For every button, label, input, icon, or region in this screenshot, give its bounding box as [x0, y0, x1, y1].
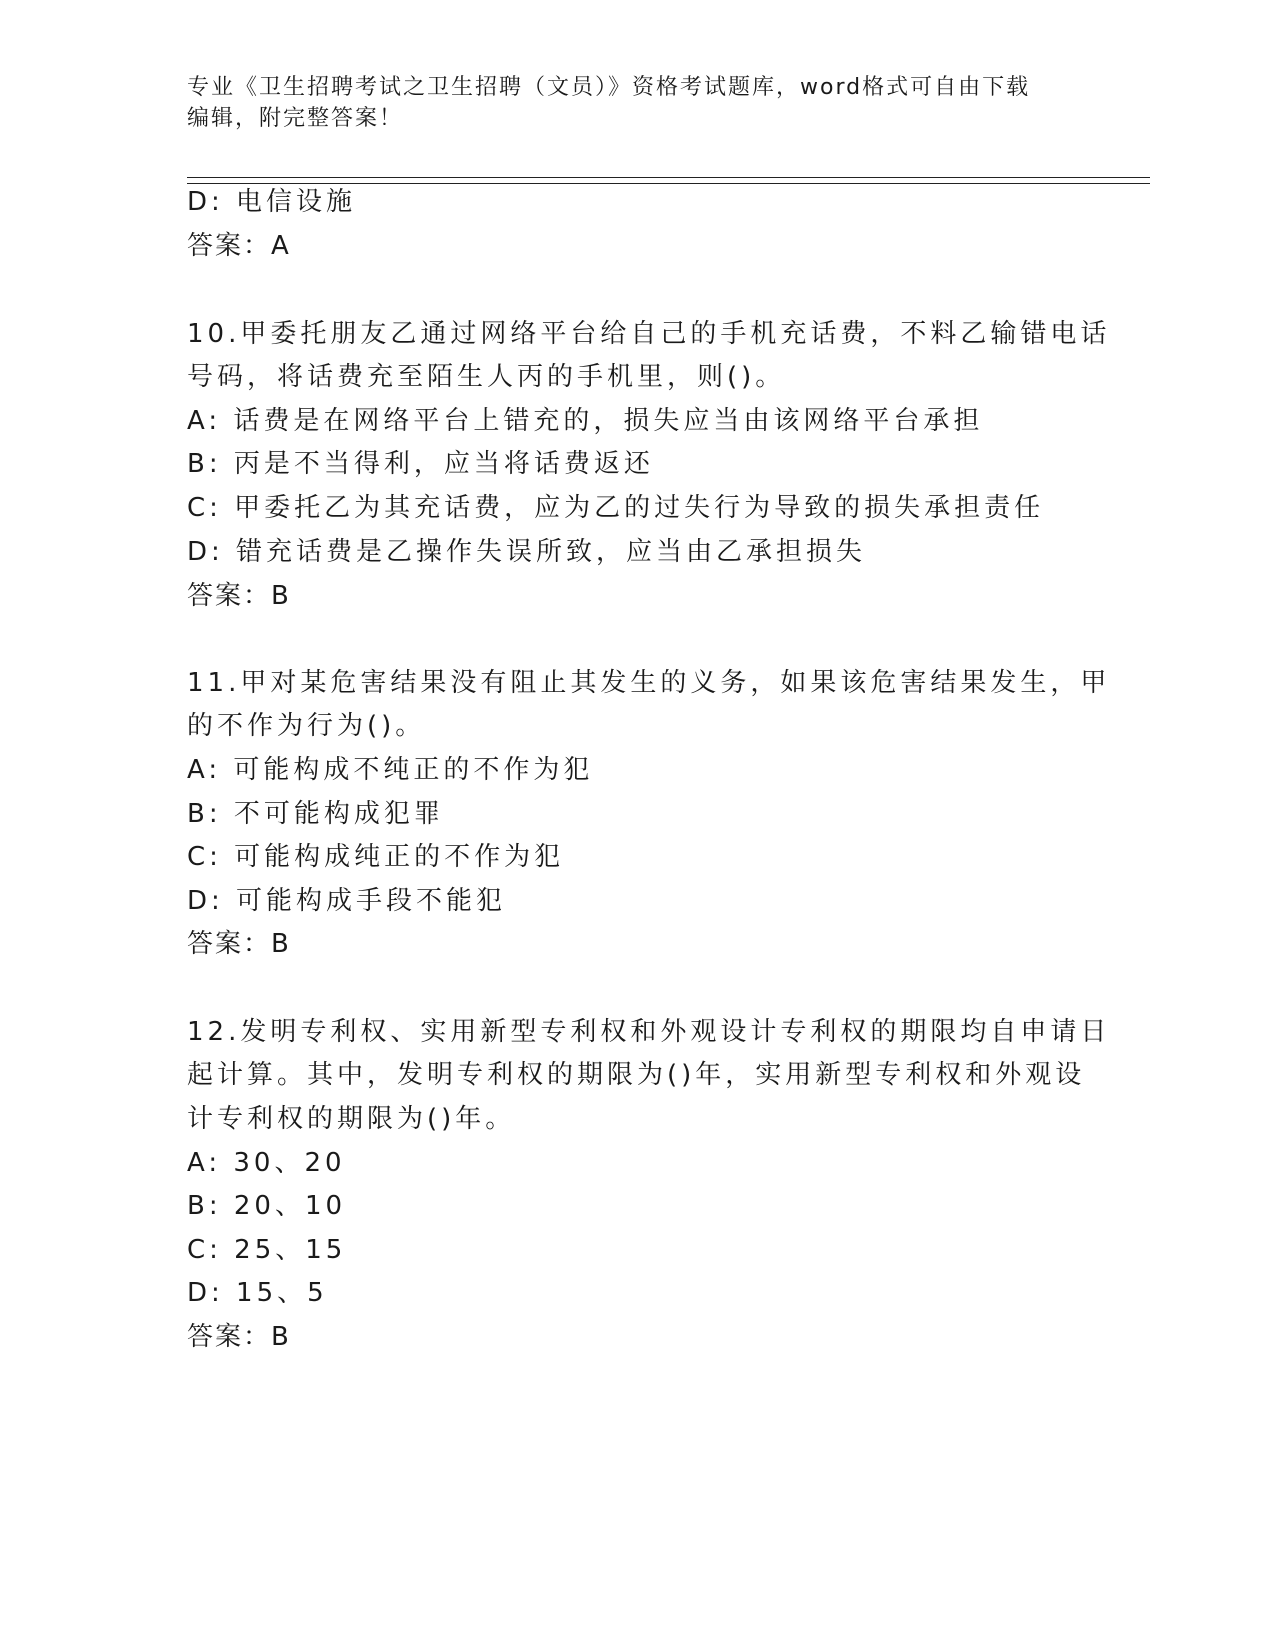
q11-option-b: B: 不可能构成犯罪 [187, 799, 444, 829]
q10-stem-line-1: 10.甲委托朋友乙通过网络平台给自己的手机充话费，不料乙输错电话 [187, 319, 1111, 349]
q12-option-b: B: 20、10 [187, 1191, 347, 1221]
header-divider [187, 177, 1150, 184]
header-title-line-2: 编辑，附完整答案！ [187, 106, 404, 131]
q11-option-d: D: 可能构成手段不能犯 [187, 886, 507, 916]
document-header [187, 72, 1087, 134]
q11-answer: 答案：B [187, 929, 291, 959]
q11-stem-line-1: 11.甲对某危害结果没有阻止其发生的义务，如果该危害结果发生，甲 [187, 668, 1111, 698]
q12-option-c: C: 25、15 [187, 1235, 347, 1265]
q10-option-a: A: 话费是在网络平台上错充的，损失应当由该网络平台承担 [187, 406, 984, 436]
q10-stem-line-2: 号码，将话费充至陌生人丙的手机里，则()。 [187, 362, 786, 392]
q12-option-d: D: 15、5 [187, 1278, 328, 1308]
q12-stem-line-2: 起计算。其中，发明专利权的期限为()年，实用新型专利权和外观设 [187, 1060, 1086, 1090]
q10-option-b: B: 丙是不当得利，应当将话费返还 [187, 449, 654, 479]
q12-option-a: A: 30、20 [187, 1148, 346, 1178]
q11-option-c: C: 可能构成纯正的不作为犯 [187, 842, 565, 872]
header-title-line-1: 专业《卫生招聘考试之卫生招聘（文员）》资格考试题库，word格式可自由下载 [187, 75, 1031, 100]
q11-option-a: A: 可能构成不纯正的不作为犯 [187, 755, 594, 785]
q10-option-d: D: 错充话费是乙操作失误所致，应当由乙承担损失 [187, 537, 867, 567]
q10-option-c: C: 甲委托乙为其充话费，应为乙的过失行为导致的损失承担责任 [187, 493, 1045, 523]
q12-answer: 答案：B [187, 1322, 291, 1352]
q12-stem-line-3: 计专利权的期限为()年。 [187, 1104, 516, 1134]
q9-answer: 答案：A [187, 231, 291, 261]
q12-stem-line-1: 12.发明专利权、实用新型专利权和外观设计专利权的期限均自申请日 [187, 1017, 1111, 1047]
q11-stem-line-2: 的不作为行为()。 [187, 711, 426, 741]
q10-answer: 答案：B [187, 581, 291, 611]
q9-option-d: D: 电信设施 [187, 187, 357, 217]
